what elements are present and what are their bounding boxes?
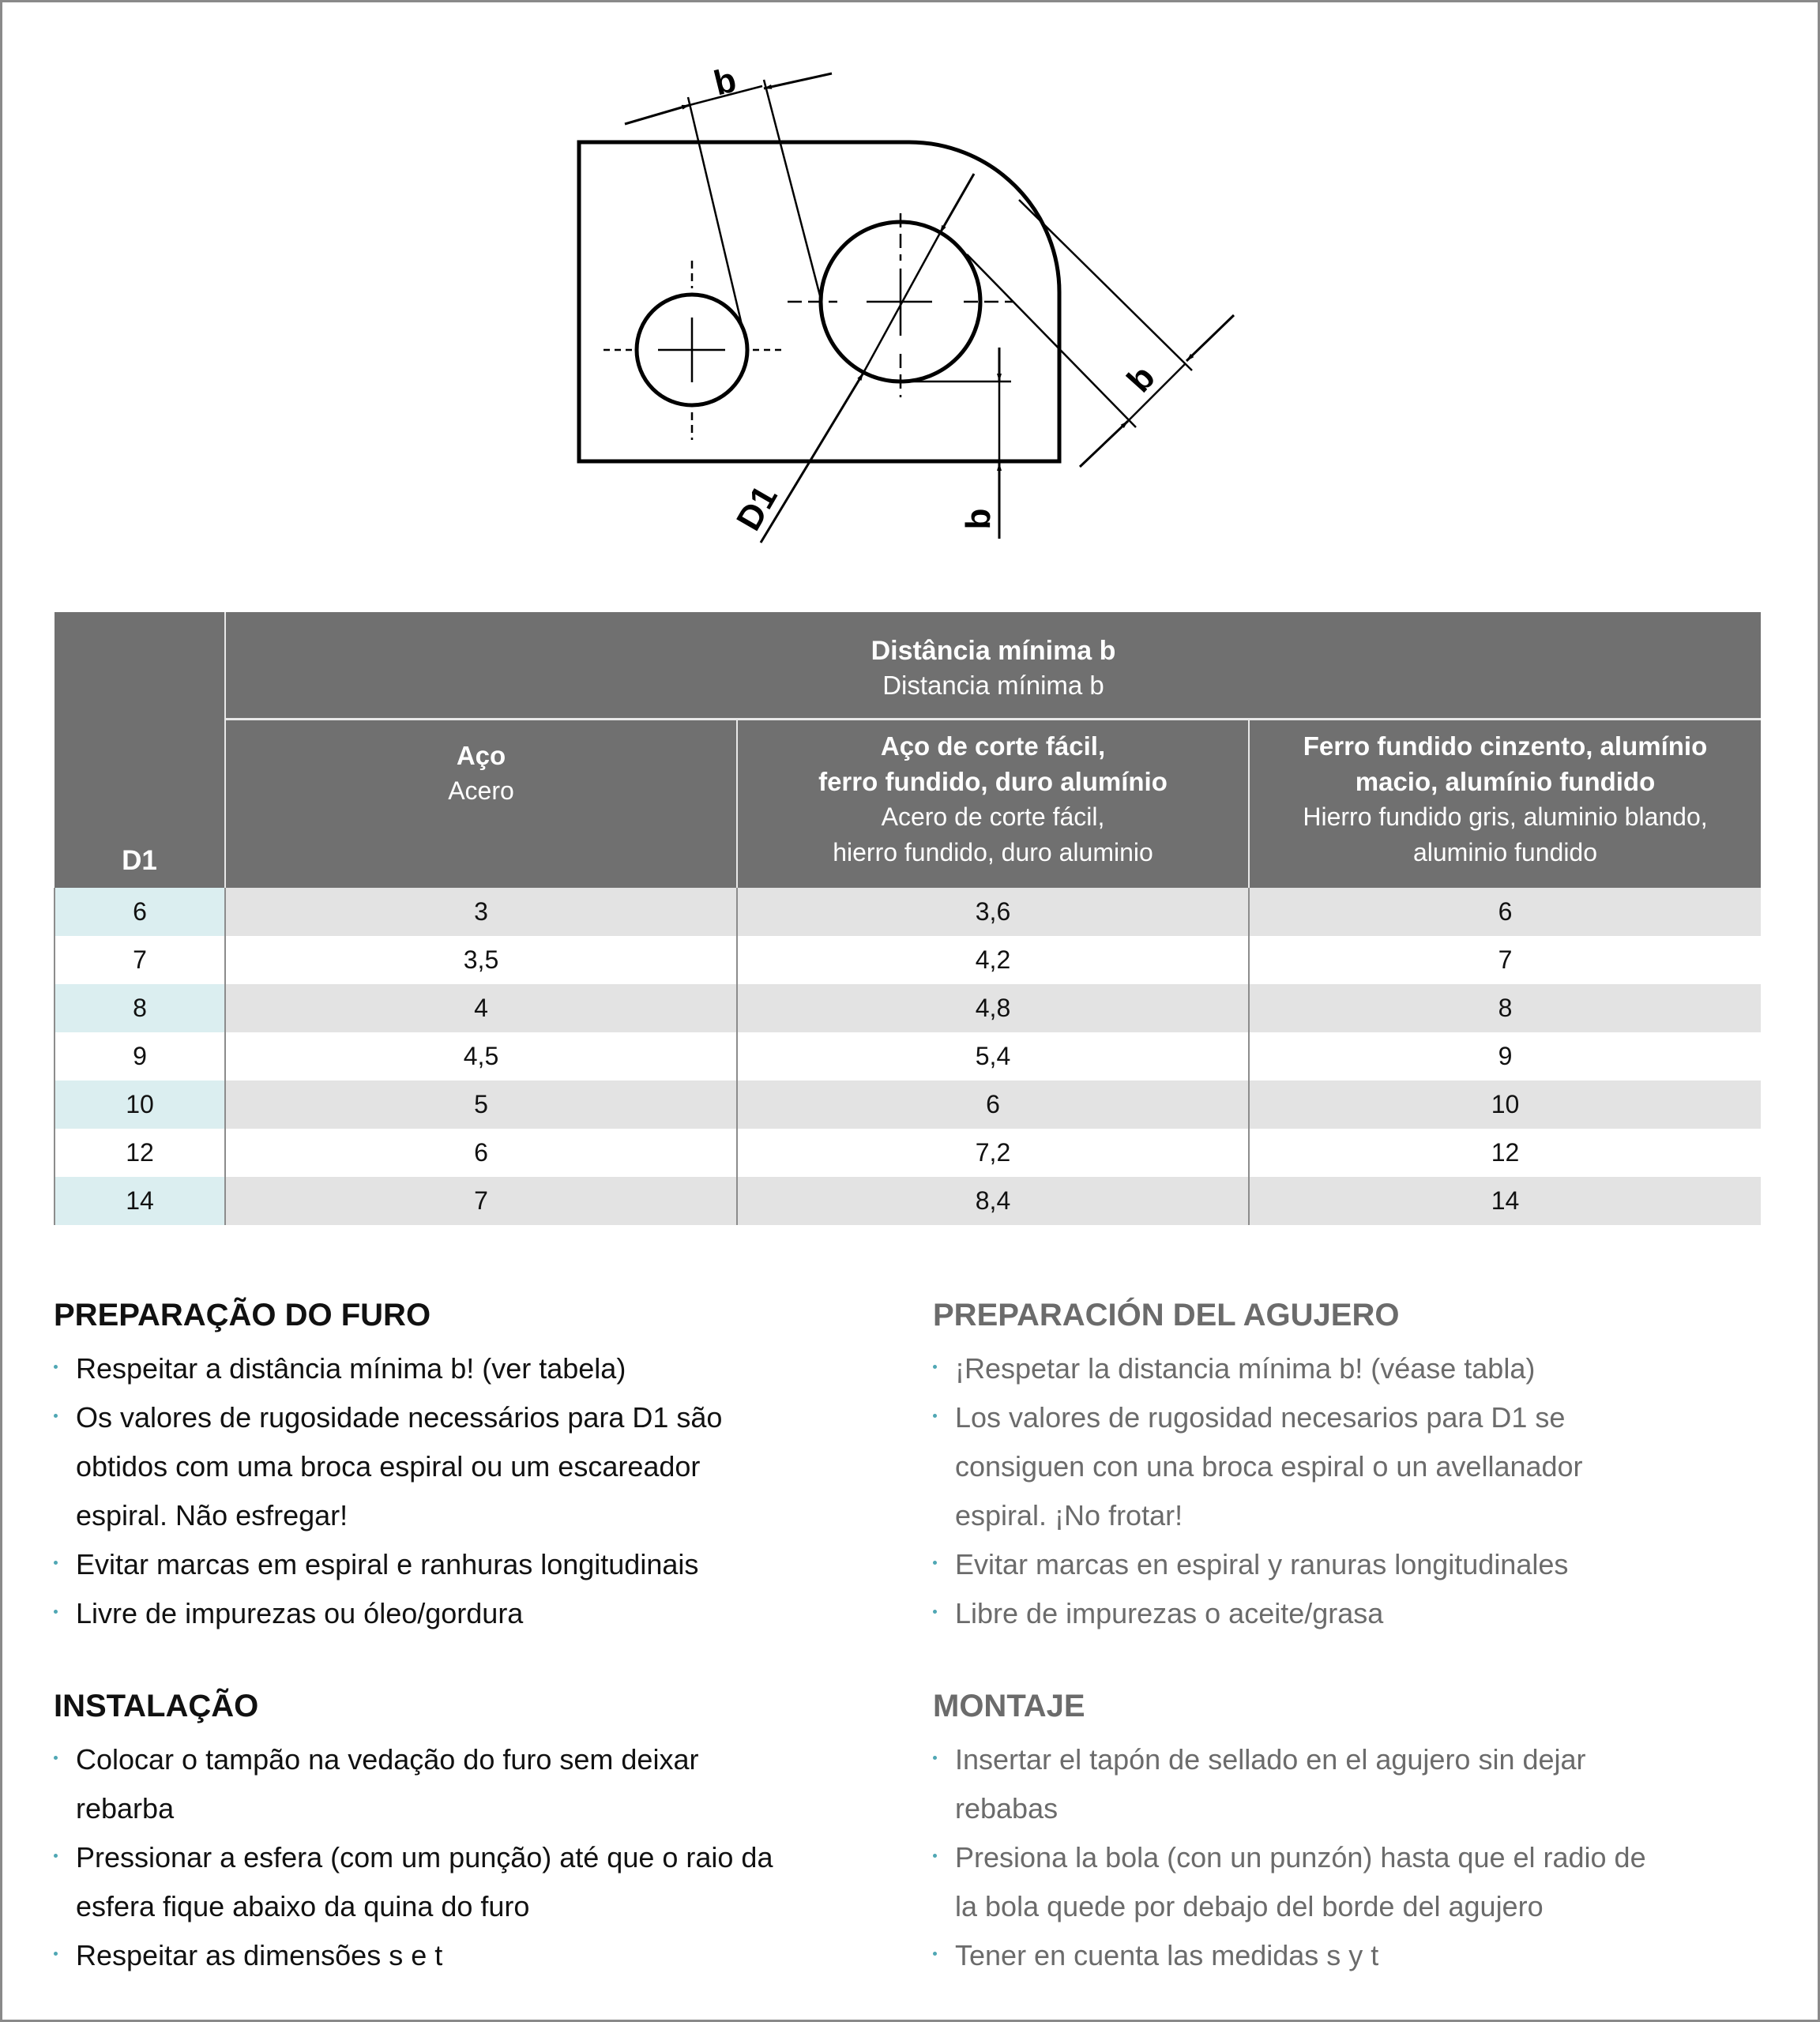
list-item-text: ¡Respetar la distancia mínima b! (véase tabla)	[955, 1352, 1536, 1385]
section-hole-preparation-pt	[54, 1295, 907, 1638]
list-item-text: espiral. Não esfregar!	[76, 1499, 348, 1532]
cell-min-distance: 12	[1249, 1129, 1761, 1177]
list-item-text: Presiona la bola (con un punzón) hasta que el radio de	[955, 1841, 1646, 1874]
table-row	[55, 984, 1761, 1032]
list-item-text: Insertar el tapón de sellado en el agujero sin dejar	[955, 1743, 1586, 1776]
list-item	[54, 1540, 907, 1589]
cell-d1: 12	[55, 1129, 225, 1177]
list-item-text: rebabas	[955, 1792, 1059, 1825]
small-hole-centerlines	[604, 261, 782, 440]
bullet-icon	[933, 1756, 937, 1760]
list-item-text: esfera fique abaixo da quina do furo	[76, 1890, 530, 1922]
cell-d1: 9	[55, 1032, 225, 1081]
section-installation-pt	[54, 1686, 907, 1980]
list-item-text: Respeitar as dimensões s e t	[76, 1939, 443, 1971]
list-item	[54, 1393, 907, 1540]
cell-min-distance: 4,2	[737, 936, 1249, 984]
list-item	[933, 1344, 1786, 1393]
list-item-text: espiral. ¡No frotar!	[955, 1499, 1183, 1532]
section-hole-preparation-es	[933, 1295, 1786, 1638]
cell-min-distance: 7	[1249, 936, 1761, 984]
section-title: PREPARAÇÃO DO FURO	[54, 1298, 431, 1332]
cell-min-distance: 6	[225, 1129, 737, 1177]
cell-d1: 14	[55, 1177, 225, 1225]
list-item-text: obtidos com uma broca espiral ou um escareador	[76, 1450, 701, 1483]
list-item	[54, 1931, 907, 1980]
label-b-bottom: b	[959, 508, 998, 530]
list-item	[54, 1344, 907, 1393]
label-b-right: b	[1119, 358, 1163, 400]
bullet-icon	[933, 1561, 937, 1565]
dimension-b-right	[967, 200, 1234, 467]
cell-d1: 10	[55, 1081, 225, 1129]
bullet-icon	[54, 1414, 58, 1418]
bullet-list	[933, 1735, 1786, 1980]
label-b-top: b	[709, 60, 740, 103]
list-item-text: Respeitar a distância mínima b! (ver tabela)	[76, 1352, 626, 1385]
list-item	[933, 1540, 1786, 1589]
cell-min-distance: 6	[737, 1081, 1249, 1129]
bullet-icon	[54, 1561, 58, 1565]
list-item-text: rebarba	[76, 1792, 175, 1825]
bullet-list	[933, 1344, 1786, 1638]
bullet-icon	[933, 1365, 937, 1369]
list-item	[933, 1931, 1786, 1980]
list-item	[933, 1833, 1786, 1931]
cell-min-distance: 7	[225, 1177, 737, 1225]
list-item	[933, 1589, 1786, 1638]
cell-d1: 7	[55, 936, 225, 984]
header-min-distance: Distância mínima b Distancia mínima b	[225, 612, 1761, 720]
label-d1: D1	[729, 479, 785, 537]
bullet-icon	[54, 1610, 58, 1614]
list-item-text: Livre de impurezas ou óleo/gordura	[76, 1597, 524, 1629]
header-steel: Aço Acero	[225, 720, 737, 889]
bullet-icon	[933, 1414, 937, 1418]
table-row	[55, 888, 1761, 936]
cell-min-distance: 4,5	[225, 1032, 737, 1081]
table-row	[55, 1081, 1761, 1129]
list-item-text: Libre de impurezas o aceite/grasa	[955, 1597, 1384, 1629]
bullet-icon	[933, 1854, 937, 1858]
cell-d1: 6	[55, 888, 225, 936]
section-installation-es	[933, 1686, 1786, 1980]
table-row	[55, 1032, 1761, 1081]
list-item-text: Tener en cuenta las medidas s y t	[955, 1939, 1379, 1971]
cell-min-distance: 4	[225, 984, 737, 1032]
list-item-text: Evitar marcas em espiral e ranhuras longitudinais	[76, 1548, 699, 1580]
cell-min-distance: 10	[1249, 1081, 1761, 1129]
technical-drawing	[0, 0, 1820, 600]
list-item	[933, 1393, 1786, 1540]
distance-table	[54, 612, 1761, 1225]
header-grey-cast-iron: Ferro fundido cinzento, alumínio macio, alumínio fundido Hierro fundido gris, aluminio blando, aluminio fundido	[1249, 720, 1761, 889]
cell-min-distance: 5,4	[737, 1032, 1249, 1081]
bullet-icon	[933, 1610, 937, 1614]
cell-min-distance: 8,4	[737, 1177, 1249, 1225]
section-title: INSTALAÇÃO	[54, 1689, 259, 1723]
cell-min-distance: 4,8	[737, 984, 1249, 1032]
list-item-text: Los valores de rugosidad necesarios para D1 se	[955, 1401, 1566, 1434]
bullet-icon	[933, 1952, 937, 1956]
list-item-text: Colocar o tampão na vedação do furo sem deixar	[76, 1743, 699, 1776]
section-title: MONTAJE	[933, 1689, 1085, 1723]
list-item	[933, 1735, 1786, 1833]
section-title: PREPARACIÓN DEL AGUJERO	[933, 1298, 1400, 1332]
cell-min-distance: 14	[1249, 1177, 1761, 1225]
table-row	[55, 1177, 1761, 1225]
header-free-cutting-steel: Aço de corte fácil, ferro fundido, duro alumínio Acero de corte fácil, hierro fundido, duro aluminio	[737, 720, 1249, 889]
cell-min-distance: 3	[225, 888, 737, 936]
header-d1: D1	[55, 612, 225, 888]
bullet-icon	[54, 1952, 58, 1956]
list-item-text: consiguen con una broca espiral o un avellanador	[955, 1450, 1583, 1483]
list-item-text: Pressionar a esfera (com um punção) até que o raio da	[76, 1841, 773, 1874]
list-item	[54, 1735, 907, 1833]
bullet-list	[54, 1735, 907, 1980]
cell-d1: 8	[55, 984, 225, 1032]
cell-min-distance: 8	[1249, 984, 1761, 1032]
bullet-icon	[54, 1756, 58, 1760]
list-item	[54, 1589, 907, 1638]
table-row	[55, 936, 1761, 984]
cell-min-distance: 3,5	[225, 936, 737, 984]
list-item	[54, 1833, 907, 1931]
list-item-text: Os valores de rugosidade necessários para D1 são	[76, 1401, 723, 1434]
bullet-icon	[54, 1365, 58, 1369]
cell-min-distance: 5	[225, 1081, 737, 1129]
cell-min-distance: 3,6	[737, 888, 1249, 936]
cell-min-distance: 6	[1249, 888, 1761, 936]
cell-min-distance: 7,2	[737, 1129, 1249, 1177]
bullet-list	[54, 1344, 907, 1638]
list-item-text: la bola quede por debajo del borde del agujero	[955, 1890, 1544, 1922]
bullet-icon	[54, 1854, 58, 1858]
dimension-b-top	[625, 73, 832, 338]
cell-min-distance: 9	[1249, 1032, 1761, 1081]
table-row	[55, 1129, 1761, 1177]
list-item-text: Evitar marcas en espiral y ranuras longitudinales	[955, 1548, 1569, 1580]
